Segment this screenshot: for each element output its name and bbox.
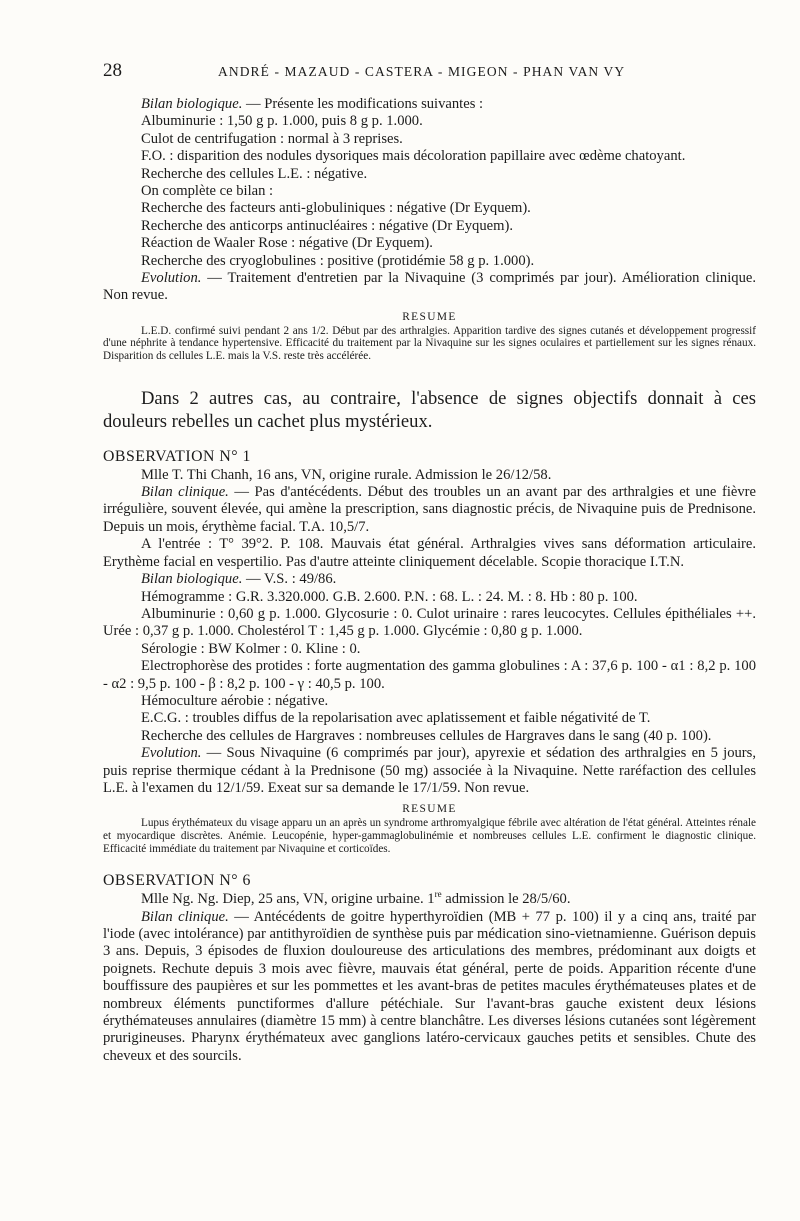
evolution-label: Evolution.: [141, 270, 202, 287]
observation-1-title: OBSERVATION N° 1: [103, 447, 251, 465]
resume-text: L.E.D. confirmé suivi pendant 2 ans 1/2. Début par des arthralgies. Apparition tardive des signes cutanés et développement progressif d'une néphrite à tendance hypertensive. Efficacité du traitement par la Nivaquine sur les signes oculaires et partiellement sur les signes rénaux. Disparition ds cellules L.E. mais la V.S. reste très accélérée.: [103, 324, 756, 363]
bio-line: Recherche des cellules L.E. : négative.: [141, 165, 368, 182]
bio-line: Sérologie : BW Kolmer : 0. Kline : 0.: [141, 640, 361, 657]
bio-line: Albuminurie : 0,60 g p. 1.000. Glycosurie : 0. Culot urinaire : rares leucocytes. Cellules épithéliales ++. Urée : 0,37 g p. 1.000. Cholestérol T : 1,45 g p. 1.000. Glycémie : 0,80 g p. 1.000.: [103, 605, 756, 640]
evolution-text: — Traitement d'entretien par la Nivaquine (3 comprimés par jour). Amélioration clinique. Non revue.: [103, 270, 756, 304]
evolution-text: — Sous Nivaquine (6 comprimés par jour), apyrexie et sédation des arthralgies en 5 jours, puis reprise thermique cédant à la Prednisone (50 mg) associée à la Nivaquine. Nette raréfaction des cellules L.E. à l'examen du 12/1/59. Exeat sur sa demande le 17/1/59. Non revue.: [103, 745, 756, 796]
bio-line: Recherche des facteurs anti-globuliniques : négative (Dr Eyquem).: [141, 200, 531, 217]
bilan-clinique-label: Bilan clinique.: [141, 908, 229, 925]
observation-1-biologique: [103, 571, 756, 588]
bio-line: Electrophorèse des protides : forte augmentation des gamma globulines : A : 37,6 p. 100 - α1 : 8,2 p. 100 - α2 : 9,5 p. 100 - β : 8,2 p. 100 - γ : 40,5 p. 100.: [103, 658, 756, 692]
bilan-clinique-label: Bilan clinique.: [141, 484, 229, 501]
bilan-clinique-text: — Pas d'antécédents. Début des troubles un an avant par des arthralgies et une fièvre irrégulière, souvent élevée, qui amène la prescription, sans diagnostic précis, de Nivaquine puis de Prednisone. Depuis un mois, érythème facial. T.A. 10,5/7.: [103, 484, 756, 535]
bio-line: On complète ce bilan :: [141, 183, 274, 200]
bio-line: Recherche des cellules de Hargraves : nombreuses cellules de Hargraves dans le sang (40 p. 100).: [141, 727, 712, 744]
observation-1-entree: A l'entrée : T° 39°2. P. 108. Mauvais état général. Arthralgies vives sans déformation articulaire. Erythème facial en vespertilio. Pas d'autre atteinte cliniquement décelable. Scopie thoracique I.T.N.: [103, 536, 756, 570]
evolution-label: Evolution.: [141, 745, 202, 762]
observation-6-clinique: [103, 909, 756, 1066]
page-header: [103, 60, 763, 86]
bio-line: Réaction de Waaler Rose : négative (Dr Eyquem).: [141, 235, 433, 252]
observation-6-patient: [103, 891, 756, 908]
bio-line: Culot de centrifugation : normal à 3 reprises.: [141, 130, 403, 147]
lead-paragraph: Dans 2 autres cas, au contraire, l'absence de signes objectifs donnait à ces douleurs rebelles un cachet plus mystérieux.: [103, 387, 756, 432]
bilan-biologique-text: — V.S. : 49/86.: [242, 571, 337, 588]
bio-line: Hémogramme : G.R. 3.320.000. G.B. 2.600. P.N. : 68. L. : 24. M. : 8. Hb : 80 p. 100.: [141, 588, 638, 605]
resume-text: Lupus érythémateux du visage apparu un an après un syndrome arthromyalgique fébrile avec altération de l'état général. Atteintes rénale et myocardique discrètes. Anémie. Leucopénie, hyper-gammaglobulinémie et nombreuses cellules L.E. confirment le diagnostic clinique. Efficacité immédiate du traitement par Nivaquine et corticoïdes.: [103, 817, 756, 855]
observation-1-clinique: [103, 484, 756, 536]
bilan-clinique-text: — Antécédents de goitre hyperthyroïdien (MB + 77 p. 100) il y a cinq ans, traité par l'iode (avec intolérance) par antithyroïdien de synthèse puis par médication sino-vietnamienne. Guérison depuis 3 ans. Depuis, 3 épisodes de fluxion douloureuse des articulations des membres, prédominant aux doigts et poignets. Rechute depuis 3 mois avec fièvre, mauvais état général, perte de poids. Apparition récente d'une bouffissure des paupières et sur les pommettes et les avant-bras de petites macules érythémateuses plates et de nombreux éléments punctiformes d'allure pétéchiale. Sur l'avant-bras gauche existent deux lésions érythémateuses annulaires (diamètre 15 mm) à centre blanchâtre. Les diverses lésions cutanées sont légèrement prurigineuses. Pharynx érythémateux avec ganglions latéro-cervicaux gauches petits et sensibles. Chute des cheveux et des sourcils.: [103, 908, 756, 1064]
bio-line: Recherche des cryoglobulines : positive (protidémie 58 g p. 1.000).: [141, 252, 535, 269]
bio-line: F.O. : disparition des nodules dysoriques mais décoloration papillaire avec œdème chatoyant.: [141, 148, 686, 165]
bio-line: Albuminurie : 1,50 g p. 1.000, puis 8 g p. 1.000.: [141, 113, 423, 130]
evolution-paragraph: [103, 270, 756, 305]
bilan-biologique-paragraph: [103, 96, 756, 113]
bio-line: E.C.G. : troubles diffus de la repolarisation avec aplatissement et faible négativité de T.: [141, 710, 651, 727]
bilan-biologique-label: Bilan biologique.: [141, 571, 243, 588]
page-number: 28: [103, 60, 122, 81]
bilan-biologique-text: — Présente les modifications suivantes :: [242, 96, 484, 112]
ordinal-superscript: re: [434, 889, 442, 900]
observation-1-evolution: [103, 745, 756, 797]
page-body: [103, 96, 756, 1065]
running-head: ANDRÉ - MAZAUD - CASTERA - MIGEON - PHAN VAN VY: [218, 64, 626, 79]
bio-line: Hémoculture aérobie : négative.: [141, 692, 329, 709]
bilan-biologique-label: Bilan biologique.: [141, 96, 243, 112]
patient-text: Mlle Ng. Ng. Diep, 25 ans, VN, origine urbaine. 1: [141, 891, 435, 908]
bio-line: Recherche des anticorps antinucléaires : négative (Dr Eyquem).: [141, 217, 513, 234]
observation-6-title: OBSERVATION N° 6: [103, 872, 251, 890]
patient-text-end: admission le 28/5/60.: [441, 891, 571, 908]
resume-title: RESUME: [402, 803, 457, 816]
observation-1-patient: Mlle T. Thi Chanh, 16 ans, VN, origine rurale. Admission le 26/12/58.: [141, 466, 552, 483]
resume-title: RESUME: [402, 310, 457, 323]
